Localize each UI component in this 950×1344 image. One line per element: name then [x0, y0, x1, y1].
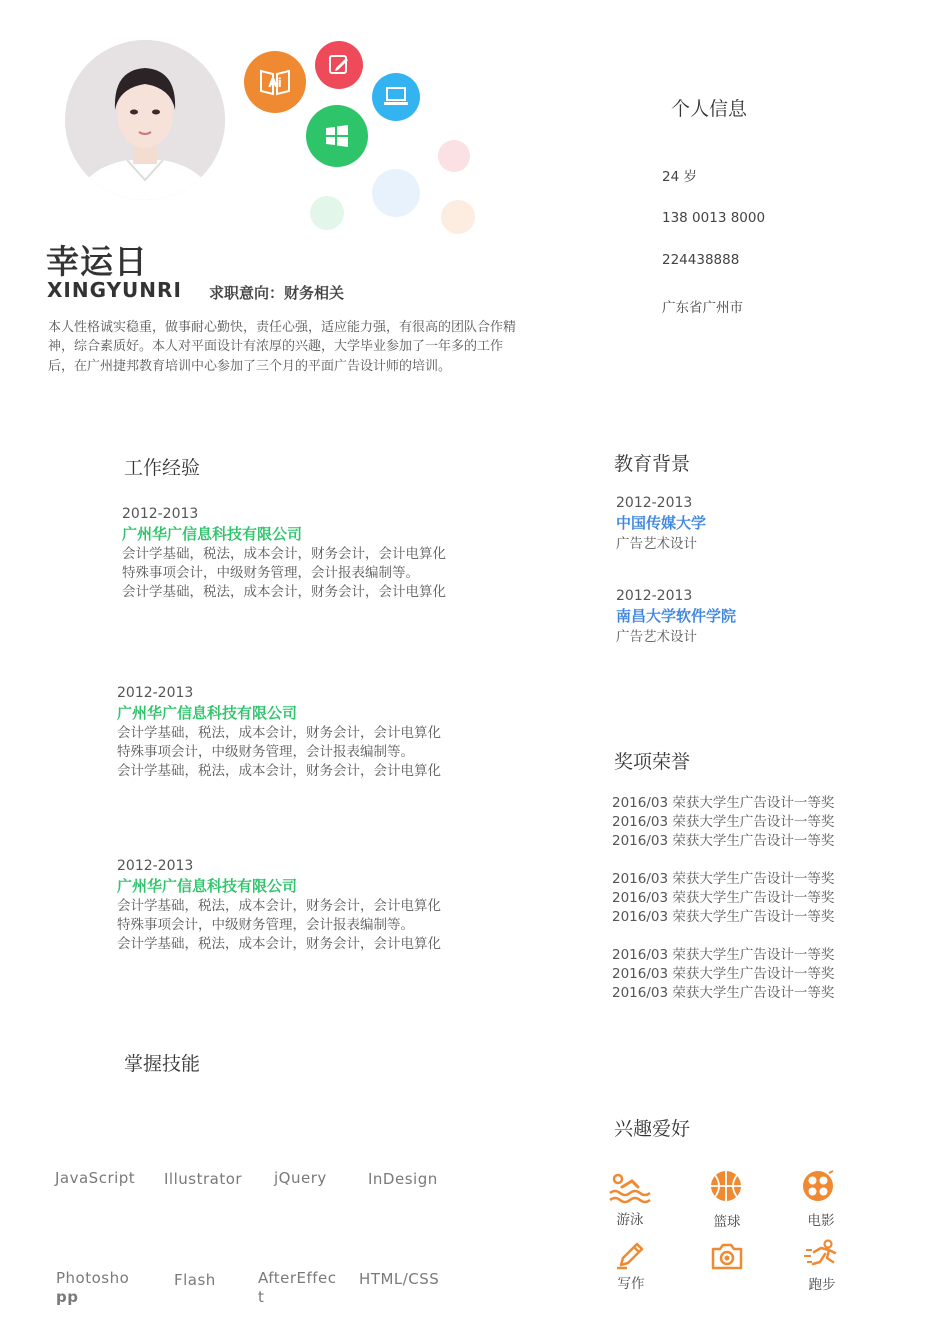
candidate-pinyin: XINGYUNRI — [47, 278, 182, 302]
work-desc-line: 会计学基础，税法，成本会计，财务会计，会计电算化 — [117, 936, 441, 952]
work-item — [117, 683, 507, 781]
film-icon — [796, 1168, 840, 1204]
hobbies-title: 兴趣爱好 — [614, 1118, 691, 1140]
skill-photoshop — [56, 1269, 129, 1307]
basketball-icon — [704, 1168, 748, 1204]
decor-bubble-blue — [372, 169, 420, 217]
award-line: 2016/03 荣获大学生广告设计一等奖 — [612, 814, 835, 830]
info-age: 24 岁 — [662, 169, 697, 185]
hobby-label-running: 跑步 — [808, 1277, 836, 1293]
monitor-icon — [383, 86, 409, 108]
edu-period: 2012-2013 — [616, 495, 693, 511]
camera-icon — [705, 1238, 749, 1274]
hobby-label-basketball: 篮球 — [713, 1214, 741, 1230]
work-desc-line: 会计学基础，税法，成本会计，财务会计，会计电算化 — [122, 546, 446, 562]
portrait-illustration — [65, 40, 225, 200]
work-desc-line: 特殊事项会计，中级财务管理，会计报表编制等。 — [122, 565, 419, 581]
award-line: 2016/03 荣获大学生广告设计一等奖 — [612, 890, 835, 906]
personal-info-title: 个人信息 — [671, 98, 748, 120]
work-period: 2012-2013 — [117, 685, 194, 701]
info-location: 广东省广州市 — [662, 300, 743, 316]
award-line: 2016/03 荣获大学生广告设计一等奖 — [612, 795, 835, 811]
skill-flash — [174, 1271, 216, 1290]
svg-text:Ai: Ai — [268, 76, 282, 90]
work-desc-line: 会计学基础，税法，成本会计，财务会计，会计电算化 — [117, 763, 441, 779]
monitor-bubble — [372, 73, 420, 121]
award-group — [612, 946, 912, 1003]
decor-bubble-green — [310, 196, 344, 230]
edit-icon — [327, 53, 351, 77]
info-qq: 224438888 — [662, 252, 740, 268]
windows-icon — [324, 124, 350, 148]
skill-text-line: Flash — [174, 1271, 216, 1289]
skill-text-line: AfterEffec — [258, 1269, 337, 1287]
windows-bubble — [306, 105, 368, 167]
work-item — [122, 504, 512, 602]
edu-major: 广告艺术设计 — [616, 536, 697, 552]
work-desc-line: 特殊事项会计，中级财务管理，会计报表编制等。 — [117, 744, 414, 760]
self-introduction: 本人性格诚实稳重，做事耐心勤快，责任心强，适应能力强，有很高的团队合作精神，综合素质好。本人对平面设计有浓厚的兴趣，大学毕业参加了一年多的工作后，在广州捷邦教育培训中心参加了三个月的平面广告设计师的培训。 — [48, 320, 517, 374]
work-period: 2012-2013 — [122, 506, 199, 522]
skill-jquery: jQuery — [274, 1169, 327, 1187]
award-line: 2016/03 荣获大学生广告设计一等奖 — [612, 871, 835, 887]
skill-text-line: Photosho — [56, 1269, 130, 1287]
award-line: 2016/03 荣获大学生广告设计一等奖 — [612, 966, 835, 982]
education-item — [616, 493, 706, 554]
skill-text-line: HTML/CSS — [359, 1270, 440, 1288]
ai-icon — [258, 67, 292, 97]
work-desc-line: 特殊事项会计，中级财务管理，会计报表编制等。 — [117, 917, 414, 933]
edu-school: 中国传媒大学 — [616, 514, 707, 532]
decor-bubble-orange — [441, 200, 475, 234]
work-desc-line: 会计学基础，税法，成本会计，财务会计，会计电算化 — [117, 898, 441, 914]
edu-major: 广告艺术设计 — [616, 629, 697, 645]
skill-aftereffect — [258, 1269, 337, 1307]
work-item — [117, 856, 507, 954]
edu-school: 南昌大学软件学院 — [616, 607, 737, 625]
ai-bubble — [244, 51, 306, 113]
skill-text-line: pp — [56, 1288, 79, 1306]
hobby-label-swimming: 游泳 — [616, 1212, 644, 1228]
edu-period: 2012-2013 — [616, 588, 693, 604]
award-line: 2016/03 荣获大学生广告设计一等奖 — [612, 985, 835, 1001]
pen-icon — [608, 1237, 652, 1273]
skill-text-line: t — [258, 1288, 265, 1306]
education-title: 教育背景 — [614, 453, 691, 475]
avatar — [65, 40, 225, 200]
work-desc-line: 会计学基础，税法，成本会计，财务会计，会计电算化 — [117, 725, 441, 741]
skills-title: 掌握技能 — [124, 1053, 201, 1075]
skill-html-css — [359, 1270, 439, 1289]
work-company: 广州华广信息科技有限公司 — [117, 877, 298, 895]
award-group — [612, 794, 912, 851]
award-line: 2016/03 荣获大学生广告设计一等奖 — [612, 833, 835, 849]
decor-bubble-pink — [438, 140, 470, 172]
work-company: 广州华广信息科技有限公司 — [117, 704, 298, 722]
skill-illustrator: Illustrator — [164, 1170, 243, 1188]
award-group — [612, 870, 912, 927]
work-title: 工作经验 — [124, 457, 201, 479]
hobby-label-film: 电影 — [807, 1213, 835, 1229]
skill-javascript: JavaScript — [55, 1169, 136, 1187]
running-icon — [800, 1237, 844, 1273]
edit-bubble — [315, 41, 363, 89]
swimming-icon — [608, 1170, 652, 1206]
awards-title: 奖项荣誉 — [614, 751, 691, 773]
work-desc-line: 会计学基础，税法，成本会计，财务会计，会计电算化 — [122, 584, 446, 600]
skill-indesign: InDesign — [368, 1170, 438, 1188]
info-phone: 138 0013 8000 — [662, 210, 766, 226]
education-item — [616, 586, 736, 647]
award-line: 2016/03 荣获大学生广告设计一等奖 — [612, 947, 835, 963]
job-intention: 求职意向：财务相关 — [209, 284, 345, 302]
work-period: 2012-2013 — [117, 858, 194, 874]
candidate-name: 幸运日 — [46, 242, 148, 281]
work-company: 广州华广信息科技有限公司 — [122, 525, 303, 543]
hobby-label-writing: 写作 — [617, 1276, 645, 1292]
award-line: 2016/03 荣获大学生广告设计一等奖 — [612, 909, 835, 925]
